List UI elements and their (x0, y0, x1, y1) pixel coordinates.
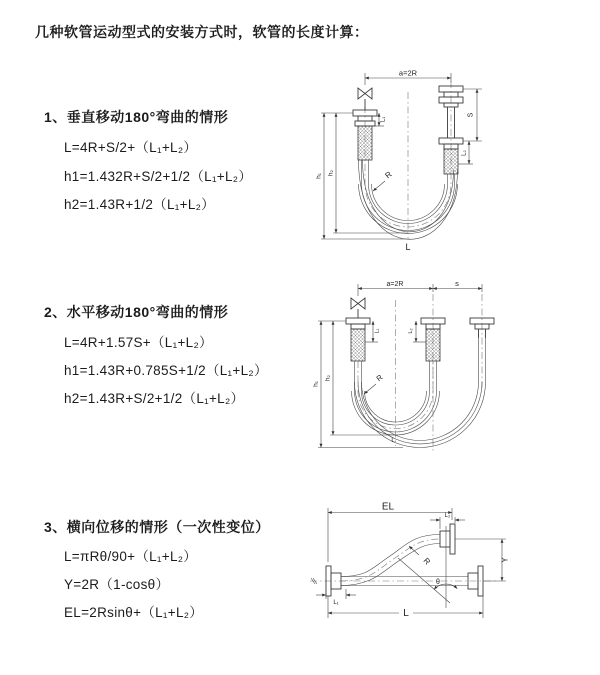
dim-label-h2: h₂ (327, 169, 335, 177)
section3-formula-L: L=πRθ/90+（L₁+L₂） (64, 549, 198, 564)
section1-formula-h1: h1=1.432R+S/2+1/2（L₁+L₂） (64, 169, 253, 184)
radius-label: R (374, 372, 385, 384)
dim-label-a2r: a=2R (398, 68, 418, 78)
section2-formula-h2: h2=1.43R+S/2+1/2（L₁+L₂） (64, 391, 245, 406)
upper-right-flange (440, 524, 455, 554)
dim-label-l1: L₁ (374, 328, 381, 334)
dim-label-l: L (403, 608, 409, 619)
valve-icon (351, 298, 365, 309)
dim-label-el: EL (381, 501, 395, 513)
radius-label: R (421, 556, 433, 567)
angle-label-theta: θ (436, 579, 440, 586)
section1-formula-h2: h2=1.43R+1/2（L₁+L₂） (64, 197, 215, 212)
diagram-vertical-180-bend (308, 66, 590, 262)
section3-formula-EL: EL=2Rsinθ+（L₁+L₂） (64, 605, 204, 620)
diagram-horizontal-180-bend (303, 276, 595, 476)
dim-label-l: L (405, 242, 411, 252)
dim-label-a2r: a=2R (386, 281, 404, 288)
dim-label-l2: L₂ (408, 328, 414, 334)
dim-label-l1: L₁ (333, 600, 339, 606)
hose-u-bend-moved (355, 338, 486, 448)
section2-formula-L: L=4R+1.57S+（L₁+L₂） (64, 335, 213, 350)
section2-formula-h1: h1=1.43R+0.785S+1/2（L₁+L₂） (64, 363, 268, 378)
section2-heading: 2、水平移动180°弯曲的情形 (44, 304, 229, 320)
section3-formula-Y: Y=2R（1-cosθ） (64, 577, 170, 592)
dim-label-s: s (455, 279, 459, 288)
section1-heading: 1、垂直移动180°弯曲的情形 (44, 109, 229, 125)
section1-formula-L: L=4R+S/2+（L₁+L₂） (64, 140, 198, 155)
valve-icon (358, 88, 372, 99)
page-title: 几种软管运动型式的安装方式时，软管的长度计算： (35, 24, 369, 40)
diagram-lateral-displacement (298, 496, 600, 644)
radius-label: R (383, 169, 394, 181)
dim-label-y: Y (500, 557, 510, 563)
dim-label-l: L (391, 438, 395, 444)
section3-heading: 3、横向位移的情形（一次性变位） (44, 519, 270, 535)
left-fitting (346, 318, 370, 361)
dim-label-h1: h₁ (312, 381, 320, 387)
dim-label-h2: h₂ (324, 374, 332, 382)
dim-label-l1: L₁ (380, 116, 387, 123)
dim-label-l2: L₂ (444, 513, 451, 519)
dim-label-s: S (467, 112, 475, 118)
dim-label-h1: h₁ (315, 173, 323, 179)
dim-label-l2: L₂ (461, 150, 468, 156)
